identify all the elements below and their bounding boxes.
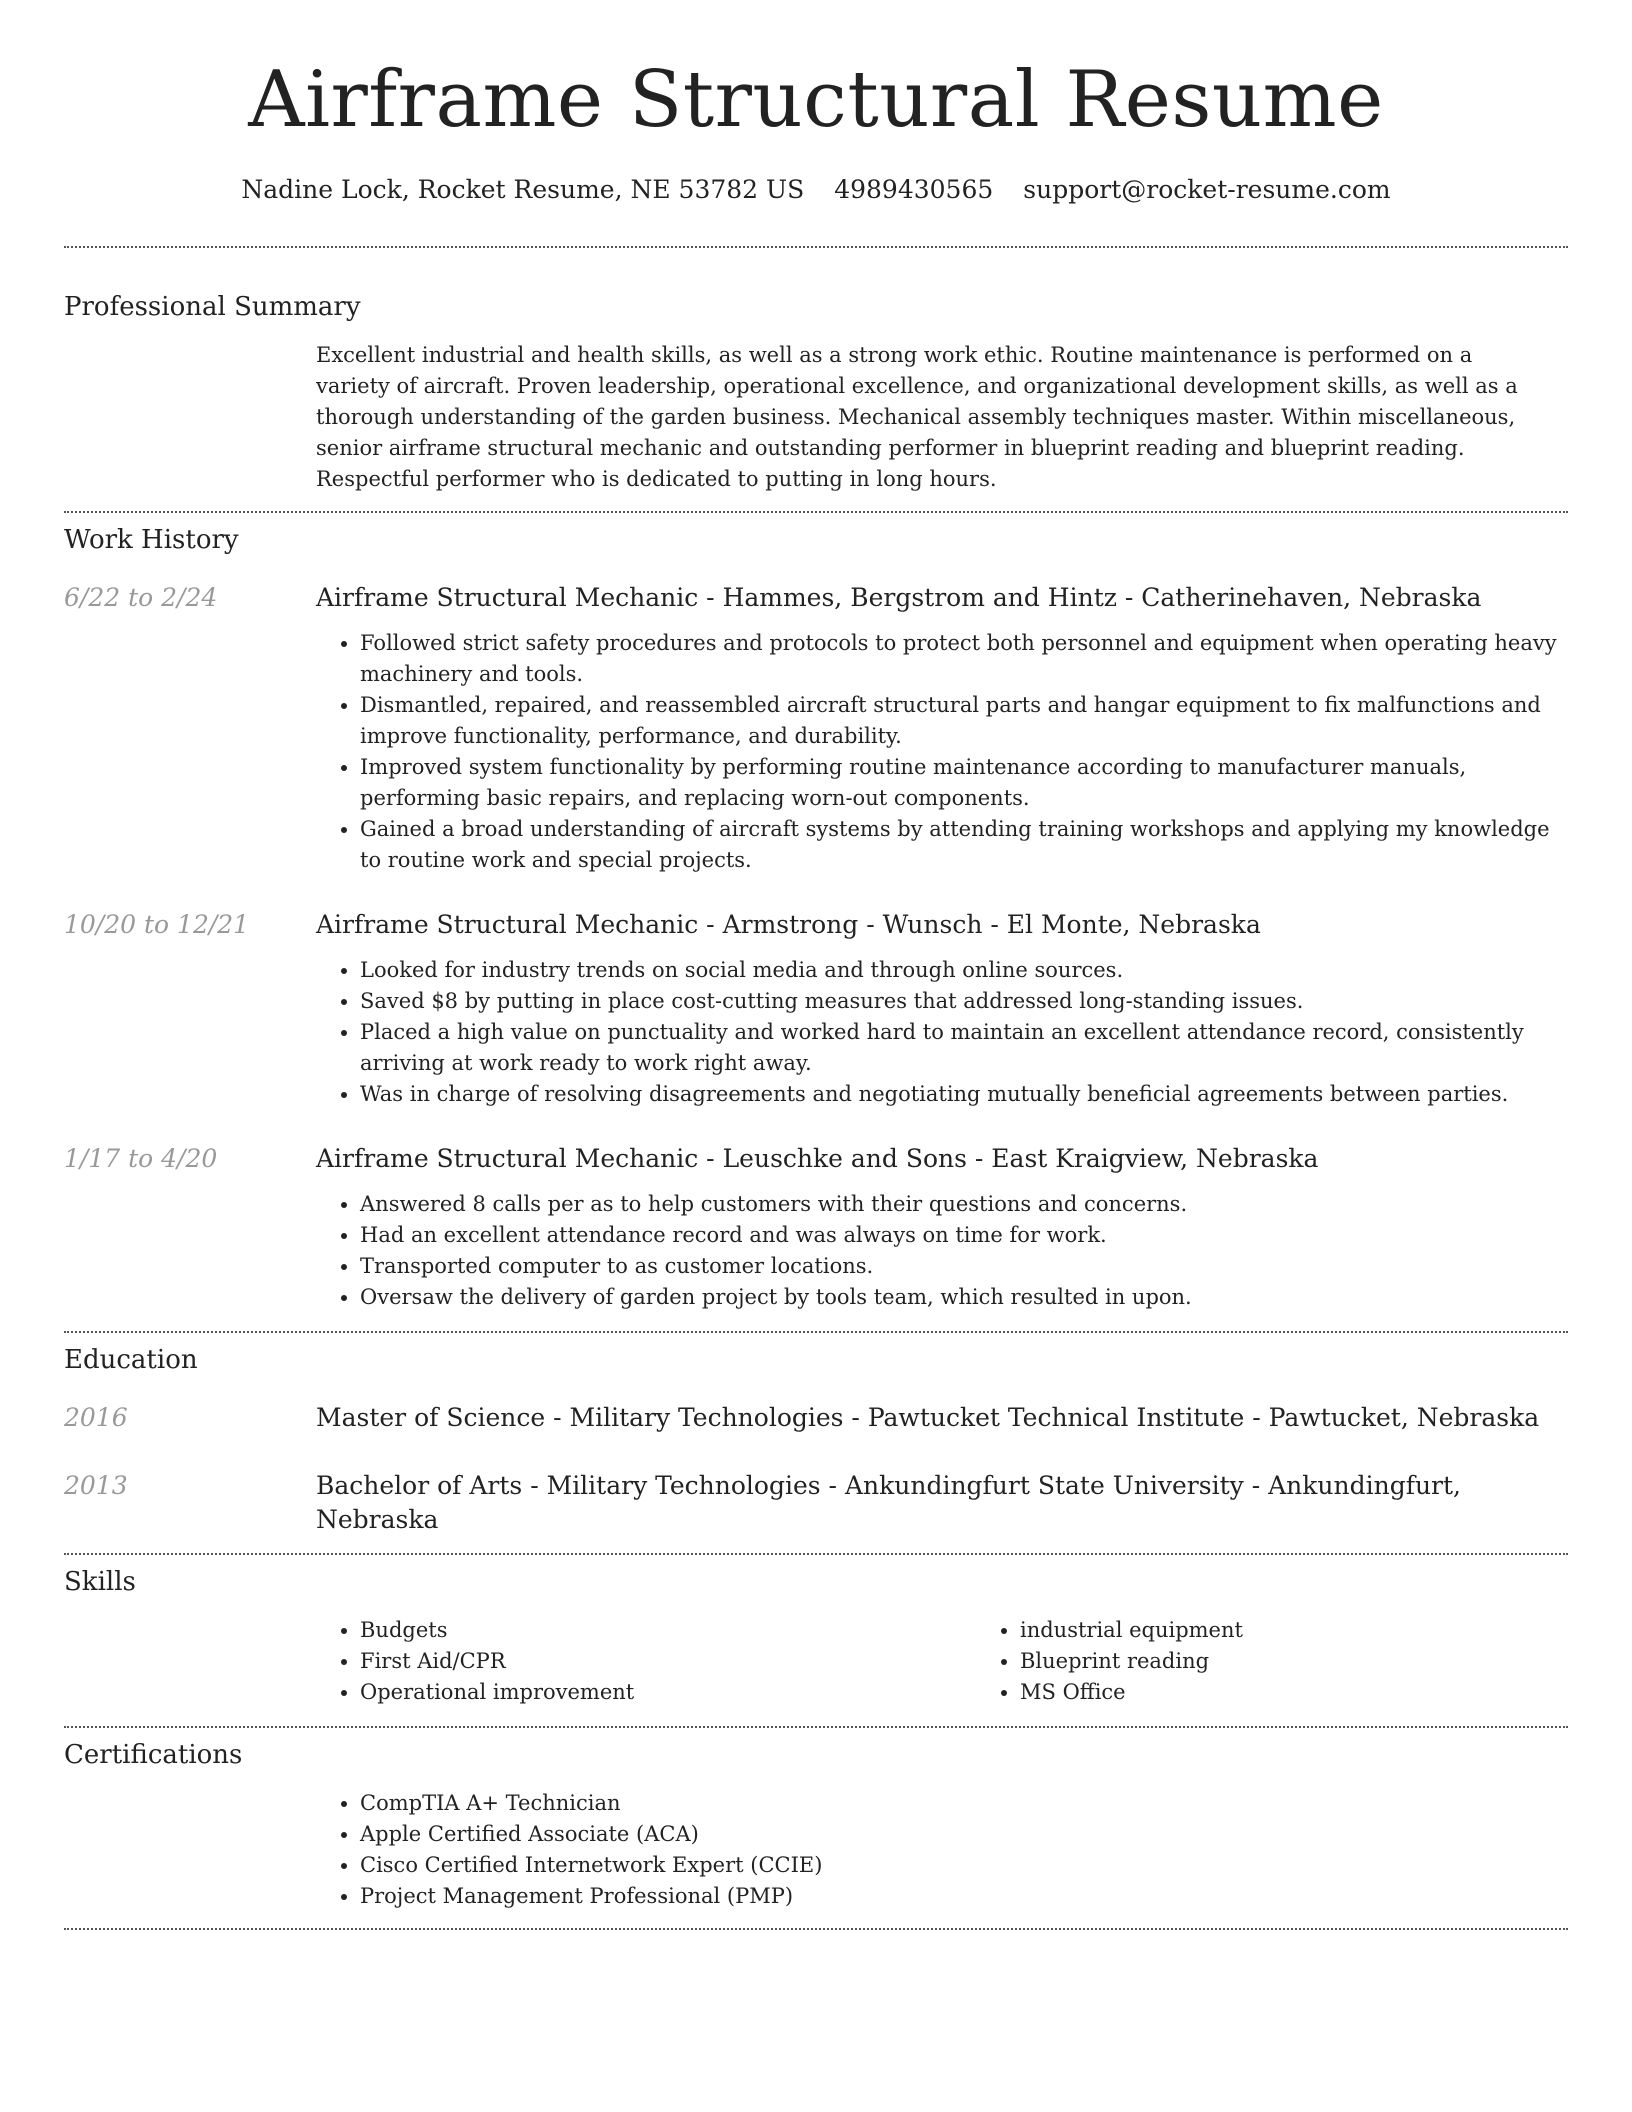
- skills-list-right: [976, 1615, 1632, 1708]
- skill-item: • industrial equipment: [1020, 1615, 1632, 1646]
- work-history-section: [64, 523, 1568, 1313]
- divider: [64, 1331, 1568, 1333]
- job-title: Airframe Structural Mechanic - Leuschke and Sons - East Kraigview, Nebraska: [316, 1144, 1319, 1173]
- list-item: • Placed a high value on punctuality and worked hard to maintain an excellent attendance record, consistently arriving at work ready to work right away.: [360, 1017, 1568, 1079]
- divider: [64, 1553, 1568, 1555]
- list-item: • Had an excellent attendance record and was always on time for work.: [360, 1220, 1568, 1251]
- skill-item: • First Aid/CPR: [360, 1646, 976, 1677]
- education-year: 2013: [64, 1471, 128, 1500]
- resume-title: Airframe Structural Resume: [248, 55, 1384, 145]
- job-dates: 10/20 to 12/21: [64, 910, 250, 939]
- job-dates: 6/22 to 2/24: [64, 583, 218, 612]
- certification-item: • CompTIA A+ Technician: [360, 1788, 1568, 1819]
- certification-item: • Cisco Certified Internetwork Expert (CCIE): [360, 1850, 1568, 1881]
- contact-line: [64, 174, 1568, 206]
- list-item: • Gained a broad understanding of aircraft systems by attending training workshops and applying my knowledge to routine work and special projects.: [360, 814, 1568, 876]
- list-item: • Transported computer to as customer locations.: [360, 1251, 1568, 1282]
- job-bullets: [316, 628, 1568, 876]
- list-item: • Answered 8 calls per as to help customers with their questions and concerns.: [360, 1189, 1568, 1220]
- skill-item: • MS Office: [1020, 1677, 1632, 1708]
- divider: [64, 1726, 1568, 1728]
- education-degree: Master of Science - Military Technologies - Pawtucket Technical Institute - Pawtucket, Nebraska: [316, 1403, 1540, 1432]
- job-dates: 1/17 to 4/20: [64, 1144, 218, 1173]
- contact-phone: 4989430565: [834, 175, 994, 204]
- summary-section: [64, 290, 1568, 495]
- education-heading: Education: [64, 1345, 198, 1375]
- list-item: • Saved $8 by putting in place cost-cutting measures that addressed long-standing issues.: [360, 986, 1568, 1017]
- certifications-list: [316, 1788, 1568, 1912]
- list-item: • Looked for industry trends on social media and through online sources.: [360, 955, 1568, 986]
- list-item: • Followed strict safety procedures and protocols to protect both personnel and equipment when operating heavy machinery and tools.: [360, 628, 1568, 690]
- divider: [64, 246, 1568, 248]
- skills-heading: Skills: [64, 1567, 136, 1597]
- list-item: • Improved system functionality by performing routine maintenance according to manufacturer manuals, performing basic repairs, and replacing worn-out components.: [360, 752, 1568, 814]
- divider: [64, 511, 1568, 513]
- job-bullets: [316, 955, 1568, 1110]
- certifications-heading: Certifications: [64, 1740, 243, 1770]
- job-entry: [64, 1142, 1568, 1313]
- skill-item: • Budgets: [360, 1615, 976, 1646]
- certification-item: • Apple Certified Associate (ACA): [360, 1819, 1568, 1850]
- summary-heading: Professional Summary: [64, 292, 361, 322]
- contact-email: support@rocket-resume.com: [1023, 175, 1391, 204]
- contact-address: Nadine Lock, Rocket Resume, NE 53782 US: [241, 175, 805, 204]
- certification-item: • Project Management Professional (PMP): [360, 1881, 1568, 1912]
- list-item: • Dismantled, repaired, and reassembled aircraft structural parts and hangar equipment to fix malfunctions and improve functionality, performance, and durability.: [360, 690, 1568, 752]
- list-item: • Was in charge of resolving disagreements and negotiating mutually beneficial agreements between parties.: [360, 1079, 1568, 1110]
- job-bullets: [316, 1189, 1568, 1313]
- education-section: [64, 1343, 1568, 1537]
- summary-text: Excellent industrial and health skills, as well as a strong work ethic. Routine maintenance is performed on a variety of aircraft. Proven leadership, operational excellence, and organizational development skills, as well as a thorough understanding of the garden business. Mechanical assembly techniques master. Within miscellaneous, senior airframe structural mechanic and outstanding performer in blueprint reading and blueprint reading. Respectful performer who is dedicated to putting in long hours.: [316, 343, 1518, 491]
- education-year: 2016: [64, 1403, 128, 1432]
- job-title: Airframe Structural Mechanic - Armstrong - Wunsch - El Monte, Nebraska: [316, 910, 1261, 939]
- skill-item: • Blueprint reading: [1020, 1646, 1632, 1677]
- skills-section: [64, 1565, 1568, 1708]
- work-history-heading: Work History: [64, 525, 239, 555]
- education-entry: [64, 1401, 1568, 1435]
- education-degree: Bachelor of Arts - Military Technologies - Ankundingfurt State University - Ankundingfurt, Nebraska: [316, 1471, 1461, 1534]
- job-entry: [64, 908, 1568, 1110]
- job-entry: [64, 581, 1568, 876]
- skills-list-left: [316, 1615, 976, 1708]
- job-title: Airframe Structural Mechanic - Hammes, Bergstrom and Hintz - Catherinehaven, Nebraska: [316, 583, 1482, 612]
- divider: [64, 1928, 1568, 1930]
- certifications-section: [64, 1738, 1568, 1912]
- skill-item: • Operational improvement: [360, 1677, 976, 1708]
- education-entry: [64, 1469, 1568, 1537]
- list-item: • Oversaw the delivery of garden project by tools team, which resulted in upon.: [360, 1282, 1568, 1313]
